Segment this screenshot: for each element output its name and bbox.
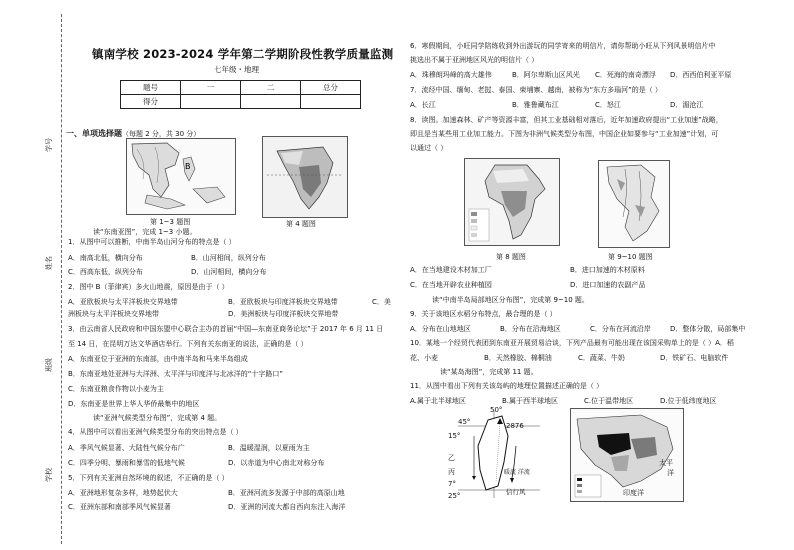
q8-option-b[interactable]: B．进口加速的木材原料: [570, 266, 645, 274]
score-cell[interactable]: [301, 95, 361, 109]
q9-option-b[interactable]: B．分布在沿海地区: [500, 325, 561, 333]
q10-option-c[interactable]: C．蔬菜、牛奶: [578, 354, 625, 362]
question-11: 11．从图中看出下列有关该岛屿的地理位置描述正确的是（ ）: [410, 382, 604, 390]
q1-option-a[interactable]: A．南高北低，横向分布: [68, 254, 143, 262]
asia-region-map-svg: [571, 409, 683, 501]
current-label: 暖流 洋流: [504, 469, 530, 476]
climate-zone: [493, 169, 529, 183]
legend-swatch: [471, 233, 477, 237]
score-table-header-row: [121, 81, 361, 95]
binding-line: [61, 14, 62, 544]
label-c: 丙: [448, 468, 455, 476]
q2-option-c[interactable]: C．美: [372, 298, 391, 306]
asia-region-map: [570, 408, 684, 502]
ocean-label-yang: 洋: [667, 469, 674, 477]
score-cell: 得分: [121, 95, 181, 109]
q1-option-c[interactable]: C．西高东低，纵列分布: [68, 268, 143, 276]
q1-option-b[interactable]: B．山河相间，纵列分布: [191, 254, 266, 262]
island-outline: [478, 416, 508, 490]
q11-option-c[interactable]: C.位于温带地区: [584, 397, 634, 405]
exam-title: 镇南学校 2023-2024 学年第二学期阶段性教学质量监测: [92, 47, 394, 61]
q4-option-a[interactable]: A．季风气候显著、大陆性气候分布广: [68, 444, 185, 452]
ocean-label-pacific: 太平: [659, 459, 673, 467]
lat-label-45: 45°: [458, 418, 471, 426]
q5-option-b[interactable]: B．亚洲河流多发源于中部的高原山地: [228, 489, 345, 497]
score-cell: 题号: [121, 81, 181, 95]
indochina-local-map-svg: [599, 161, 669, 247]
school-label: 学校: [45, 468, 53, 482]
q10-option-b[interactable]: B．天然橡胶、棉桐油: [484, 354, 552, 362]
q3-option-d[interactable]: D．东南亚是世界上华人华侨最集中的地区: [68, 400, 200, 408]
q7-option-b[interactable]: B．雅鲁藏布江: [512, 101, 559, 109]
q6-option-c[interactable]: C．死海的南奇漂浮: [595, 71, 656, 79]
question-6-line2: 挑选出不属于亚洲地区风光的明信片（ ）: [410, 56, 539, 64]
elevation-label: 2876: [506, 422, 524, 430]
label-b: 乙: [448, 454, 455, 462]
q4-option-d[interactable]: D．以赤道为中心南北对称分布: [228, 459, 325, 467]
question-2: 2．图中 B（菲律宾）多火山地震，原因是由于（ ）: [68, 283, 229, 291]
intro-q1-3: 读“东南亚图”，完成 1~3 小题。: [93, 228, 197, 236]
q8-option-c[interactable]: C．在当地开辟农业种植园: [410, 281, 492, 289]
question-9: 9．关于该地区水稻分布特点，最合理的是（ ）: [410, 310, 557, 318]
q1-option-d[interactable]: D．山河相间，横向分布: [191, 268, 267, 276]
q6-option-b[interactable]: B．阿尔卑斯山区风光: [512, 71, 580, 79]
score-table-score-row: [121, 95, 361, 109]
q7-option-d[interactable]: D．湄沧江: [670, 101, 704, 109]
question-4: 4．从图中可以看出亚洲气候类型分布的突出特点是（ ）: [68, 428, 243, 436]
legend-swatch: [577, 490, 582, 493]
southeast-asia-map: [126, 138, 236, 215]
asia-climate-map: [262, 136, 348, 218]
intro-q11: 读“某岛海图”，完成第 11 题。: [440, 368, 538, 376]
fig1-caption: 第 1~3 题图: [150, 218, 191, 226]
indochina-local-map: [598, 160, 670, 248]
legend-swatch: [471, 212, 477, 216]
legend-swatch: [471, 226, 477, 230]
student-id-label: 学号: [45, 138, 53, 152]
q6-option-a[interactable]: A．珠穆朗玛峰的高大雄伟: [410, 71, 492, 79]
q3-option-b[interactable]: B．东南亚地处亚洲与大洋洲、太平洋与印度洋与北冰洋的“十字路口”: [68, 370, 284, 378]
q6-option-d[interactable]: D．西西伯利亚平原: [670, 71, 732, 79]
q11-option-d[interactable]: D.位于低纬度地区: [660, 397, 717, 405]
question-3-line1: 3．由云南省人民政府和中国东盟中心联合主办的首届“中国—东南亚商务论坛”于 2017 年 6 月 11 日: [68, 325, 384, 333]
q2-option-c-cont: 洲板块与太平洋板块交界地带: [68, 310, 159, 318]
score-cell: 总分: [301, 81, 361, 95]
southeast-asia-map-svg: [127, 139, 235, 214]
q8-option-a[interactable]: A．在当地建设木材加工厂: [410, 266, 492, 274]
lat-label-7: 7°: [448, 480, 456, 488]
lat-label-15: 15°: [448, 432, 461, 440]
question-8-line2: 即且是当某些用工业加工能力。下图为非洲气候类型分布图，中国企业如要参与“工业加速”计划，可: [410, 130, 719, 138]
lat-label-25: 25°: [448, 492, 461, 500]
q4-option-b[interactable]: B．温暖湿润，以夏雨为主: [228, 444, 310, 452]
island-map: [444, 406, 544, 500]
question-6-line1: 6．寒假期间，小旺同学陪练收到外出游玩的同学寄来的明信片，请你帮助小旺从下列风景明信片中: [410, 42, 716, 50]
q3-option-c[interactable]: C．东南亚粮食作物以小麦为主: [68, 385, 164, 393]
score-cell[interactable]: [241, 95, 301, 109]
fig2-caption: 第 4 题图: [286, 220, 316, 228]
q2-option-b[interactable]: B．亚欧板块与印度洋板块交界地带: [228, 298, 338, 306]
arrow-head-icon: [510, 478, 514, 483]
question-1: 1．从图中可以推断，中南半岛山河分布的特点是（ ）: [68, 238, 236, 246]
q11-option-b[interactable]: B.属于西半球地区: [502, 397, 559, 405]
fig4-caption: 第 9~10 题图: [608, 253, 653, 261]
africa-climate-map: [464, 158, 560, 246]
legend-swatch: [471, 219, 477, 223]
q11-option-a[interactable]: A.属于北半球地区: [410, 397, 466, 405]
q8-option-d[interactable]: D．进口加速的农副产品: [570, 281, 646, 289]
q9-option-c[interactable]: C．分布在河流沿岸: [590, 325, 651, 333]
question-7: 7．流经中国、缅甸、老挝、泰国、柬埔寨、越南，被称为“东方多瑙河”的是（ ）: [410, 86, 662, 94]
q10-option-a-cont[interactable]: 花、小麦: [410, 354, 438, 362]
asia-climate-map-svg: [263, 137, 347, 217]
exam-subtitle: 七年级・地理: [214, 65, 259, 74]
score-table: [120, 80, 361, 109]
score-cell: 二: [241, 81, 301, 95]
q7-option-c[interactable]: C．怒江: [595, 101, 621, 109]
q2-option-d[interactable]: D．美洲板块与印度洋板块交界地带: [228, 310, 339, 318]
question-10: 10．某地一个经贸代表团到东南亚开展贸易洽谈，下列产品最有可能出现在该国采购单上的是（ ）A．稻: [410, 339, 734, 347]
question-3-line2: 至 14 日，在昆明万达文华酒店举行。下列有关东南亚的说法，正确的是（ ）: [68, 340, 308, 348]
intro-q9-10: 读“中南半岛局部地区分布图”，完成第 9~10 题。: [432, 296, 589, 304]
q5-option-c[interactable]: C．亚洲东部和南部季风气候显著: [68, 503, 171, 511]
question-8-line3: 以通过（ ）: [410, 144, 448, 152]
wind-label: 信行风: [506, 488, 526, 496]
arrow-head-icon: [472, 476, 476, 480]
q7-option-a[interactable]: A．长江: [410, 101, 436, 109]
question-5: 5．下列有关亚洲自然环境的叙述，不正确的是（ ）: [68, 474, 229, 482]
fig3-caption: 第 8 题图: [496, 253, 526, 261]
q2-option-a[interactable]: A．亚欧板块与太平洋板块交界地带: [68, 298, 178, 306]
score-cell: 一: [181, 81, 241, 95]
legend-swatch: [577, 478, 582, 481]
legend-swatch: [577, 484, 582, 487]
name-label: 姓名: [45, 256, 53, 270]
section-1-note: （每题 2 分，共 30 分）: [122, 130, 201, 138]
class-label: 班级: [45, 358, 53, 372]
q9-option-a[interactable]: A．分布在山地地区: [410, 325, 471, 333]
score-cell[interactable]: [181, 95, 241, 109]
q5-option-a[interactable]: A．亚洲地形复杂多样，地势起伏大: [68, 489, 178, 497]
q5-option-d[interactable]: D．亚洲的河流大都自西向东注入海洋: [228, 503, 346, 511]
question-8-line1: 8．读图。加速森林、矿产等资源丰富，但其工业基础相对落后，近年加速政府提出“工业加速”战略，: [410, 116, 723, 124]
q3-option-a[interactable]: A．东南亚位于亚洲的东南部，由中南半岛和马来半岛组成: [68, 355, 248, 363]
q9-option-d[interactable]: D．整体分散，局部集中: [670, 325, 746, 333]
lat-label-50: 50°: [490, 406, 503, 414]
intro-q4: 读“亚洲气候类型分布图”，完成第 4 题。: [93, 414, 222, 422]
map-label-b: B: [185, 162, 191, 171]
africa-climate-map-svg: [465, 159, 559, 245]
q4-option-c[interactable]: C．四季分明、暴雨和暴雪的低地气候: [68, 459, 185, 467]
q10-option-d[interactable]: D．铁矿石、电脑软件: [660, 354, 729, 362]
ocean-label-indian: 印度洋: [623, 489, 644, 497]
section-1-heading: 一、单项选择题: [66, 129, 122, 138]
